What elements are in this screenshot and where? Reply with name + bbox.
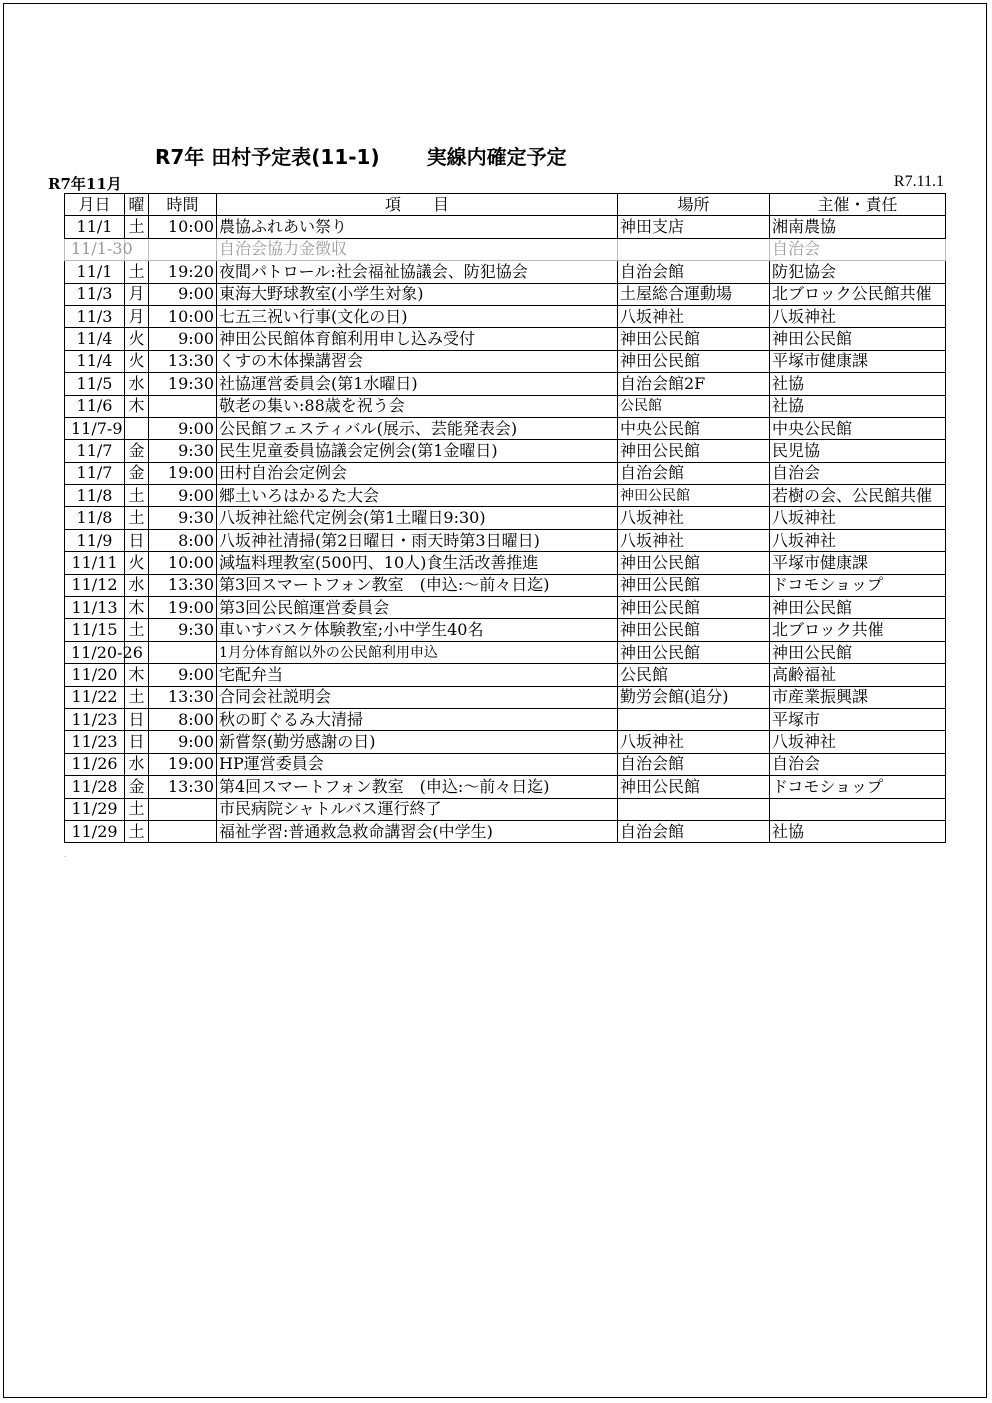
cell-item: 八坂神社清掃(第2日曜日・雨天時第3日曜日) — [217, 529, 618, 551]
cell-day-of-week: 土 — [125, 507, 149, 529]
cell-place — [618, 238, 770, 260]
cell-date: 11/4 — [65, 350, 125, 372]
cell-organizer: 平塚市健康課 — [770, 350, 946, 372]
table-row — [65, 417, 946, 439]
table-row — [65, 529, 946, 551]
cell-place — [618, 798, 770, 820]
table-header-row — [65, 194, 946, 216]
cell-day-of-week: 木 — [125, 664, 149, 686]
cell-place: 公民館 — [618, 664, 770, 686]
cell-date: 11/20 — [65, 664, 125, 686]
cell-place: 公民館 — [618, 395, 770, 417]
cell-item: 1月分体育館以外の公民館利用申込 — [217, 641, 618, 663]
cell-time: 9:00 — [149, 664, 217, 686]
cell-time: 9:00 — [149, 328, 217, 350]
cell-time: 13:30 — [149, 686, 217, 708]
cell-day-of-week: 日 — [125, 529, 149, 551]
cell-date: 11/1 — [65, 216, 125, 238]
cell-place: 自治会館 — [618, 820, 770, 842]
cell-date: 11/4 — [65, 328, 125, 350]
cell-day-of-week: 木 — [125, 395, 149, 417]
cell-item: 田村自治会定例会 — [217, 462, 618, 484]
month-label: R7年11月 — [48, 175, 122, 193]
cell-day-of-week: 月 — [125, 305, 149, 327]
cell-organizer: ドコモショップ — [770, 776, 946, 798]
cell-organizer: 高齢福祉 — [770, 664, 946, 686]
cell-place: 八坂神社 — [618, 305, 770, 327]
cell-date: 11/12 — [65, 574, 125, 596]
cell-day-of-week: 木 — [125, 597, 149, 619]
cell-time: 9:00 — [149, 485, 217, 507]
cell-organizer: 社協 — [770, 820, 946, 842]
header-date: 月日 — [65, 194, 125, 216]
cell-day-of-week: 土 — [125, 820, 149, 842]
table-row — [65, 686, 946, 708]
cell-day-of-week: 土 — [125, 261, 149, 283]
cell-item: HP運営委員会 — [217, 753, 618, 775]
cell-day-of-week: 土 — [125, 485, 149, 507]
cell-day-of-week: 火 — [125, 552, 149, 574]
cell-time — [149, 820, 217, 842]
cell-item: 第3回公民館運営委員会 — [217, 597, 618, 619]
cell-time: 9:00 — [149, 731, 217, 753]
cell-day-of-week: 火 — [125, 328, 149, 350]
cell-date: 11/7 — [65, 462, 125, 484]
cell-day-of-week: 日 — [125, 708, 149, 730]
cell-item: 七五三祝い行事(文化の日) — [217, 305, 618, 327]
cell-item: 郷土いろはかるた大会 — [217, 485, 618, 507]
document-title: R7年 田村予定表(11-1) 実線内確定予定 — [155, 145, 567, 169]
cell-organizer: 北ブロック共催 — [770, 619, 946, 641]
table-row — [65, 238, 946, 260]
cell-item: 新嘗祭(勤労感謝の日) — [217, 731, 618, 753]
cell-time — [149, 798, 217, 820]
table-row — [65, 350, 946, 372]
cell-date: 11/9 — [65, 529, 125, 551]
cell-day-of-week: 水 — [125, 574, 149, 596]
cell-place: 神田公民館 — [618, 776, 770, 798]
header-place: 場所 — [618, 194, 770, 216]
cell-place: 自治会館2F — [618, 373, 770, 395]
cell-organizer: 平塚市 — [770, 708, 946, 730]
cell-organizer: 八坂神社 — [770, 305, 946, 327]
cell-date: 11/1-30 — [65, 238, 125, 260]
cell-place: 八坂神社 — [618, 529, 770, 551]
cell-place: 神田公民館 — [618, 619, 770, 641]
table-row — [65, 373, 946, 395]
cell-place: 神田支店 — [618, 216, 770, 238]
cell-place: 神田公民館 — [618, 350, 770, 372]
cell-date: 11/8 — [65, 485, 125, 507]
cell-place: 神田公民館 — [618, 574, 770, 596]
stray-mark: . — [64, 852, 66, 859]
cell-date: 11/13 — [65, 597, 125, 619]
cell-time: 9:00 — [149, 417, 217, 439]
cell-time: 9:30 — [149, 619, 217, 641]
cell-organizer: ドコモショップ — [770, 574, 946, 596]
cell-organizer: 社協 — [770, 373, 946, 395]
cell-date: 11/23 — [65, 708, 125, 730]
cell-date: 11/11 — [65, 552, 125, 574]
cell-time — [149, 395, 217, 417]
cell-organizer: 神田公民館 — [770, 641, 946, 663]
table-row — [65, 597, 946, 619]
cell-time — [149, 238, 217, 260]
table-row — [65, 462, 946, 484]
header-dow: 曜 — [125, 194, 149, 216]
cell-time — [149, 641, 217, 663]
cell-organizer: 八坂神社 — [770, 529, 946, 551]
cell-item: 公民館フェスティバル(展示、芸能発表会) — [217, 417, 618, 439]
cell-date: 11/7-9 — [65, 417, 125, 439]
table-row — [65, 283, 946, 305]
cell-organizer: 神田公民館 — [770, 597, 946, 619]
cell-item: 合同会社説明会 — [217, 686, 618, 708]
cell-item: 減塩料理教室(500円、10人)食生活改善推進 — [217, 552, 618, 574]
cell-day-of-week — [125, 417, 149, 439]
cell-place: 神田公民館 — [618, 597, 770, 619]
cell-day-of-week: 日 — [125, 731, 149, 753]
cell-date: 11/7 — [65, 440, 125, 462]
cell-item: 宅配弁当 — [217, 664, 618, 686]
cell-day-of-week: 水 — [125, 373, 149, 395]
cell-day-of-week: 水 — [125, 753, 149, 775]
cell-time: 8:00 — [149, 708, 217, 730]
cell-organizer: 自治会 — [770, 462, 946, 484]
cell-organizer: 若樹の会、公民館共催 — [770, 485, 946, 507]
cell-day-of-week: 月 — [125, 283, 149, 305]
cell-date: 11/15 — [65, 619, 125, 641]
cell-item: 東海大野球教室(小学生対象) — [217, 283, 618, 305]
table-row — [65, 820, 946, 842]
cell-time: 19:30 — [149, 373, 217, 395]
cell-time: 8:00 — [149, 529, 217, 551]
cell-date: 11/26 — [65, 753, 125, 775]
cell-item: 自治会協力金徴収 — [217, 238, 618, 260]
cell-time: 10:00 — [149, 216, 217, 238]
cell-time: 13:30 — [149, 350, 217, 372]
cell-time: 19:00 — [149, 462, 217, 484]
cell-time: 19:00 — [149, 597, 217, 619]
cell-day-of-week: 火 — [125, 350, 149, 372]
cell-item: 神田公民館体育館利用申し込み受付 — [217, 328, 618, 350]
cell-date: 11/3 — [65, 283, 125, 305]
cell-day-of-week: 金 — [125, 440, 149, 462]
schedule-table — [64, 193, 946, 843]
cell-date: 11/3 — [65, 305, 125, 327]
cell-date: 11/5 — [65, 373, 125, 395]
cell-organizer: 社協 — [770, 395, 946, 417]
cell-place: 神田公民館 — [618, 440, 770, 462]
cell-time: 19:00 — [149, 753, 217, 775]
table-row — [65, 261, 946, 283]
cell-item: 社協運営委員会(第1水曜日) — [217, 373, 618, 395]
cell-organizer: 神田公民館 — [770, 328, 946, 350]
cell-item: 八坂神社総代定例会(第1土曜日9:30) — [217, 507, 618, 529]
cell-time: 9:00 — [149, 283, 217, 305]
table-row — [65, 798, 946, 820]
cell-place: 土屋総合運動場 — [618, 283, 770, 305]
cell-date: 11/29 — [65, 820, 125, 842]
cell-organizer: 八坂神社 — [770, 731, 946, 753]
table-row — [65, 776, 946, 798]
cell-place: 自治会館 — [618, 261, 770, 283]
cell-time: 10:00 — [149, 552, 217, 574]
cell-date: 11/23 — [65, 731, 125, 753]
cell-place: 八坂神社 — [618, 731, 770, 753]
table-row — [65, 641, 946, 663]
cell-place: 中央公民館 — [618, 417, 770, 439]
header-item: 項 目 — [217, 194, 618, 216]
table-row — [65, 619, 946, 641]
cell-item: 第3回スマートフォン教室 (申込:～前々日迄) — [217, 574, 618, 596]
header-time: 時間 — [149, 194, 217, 216]
cell-date: 11/20-26 — [65, 641, 125, 663]
cell-day-of-week: 土 — [125, 619, 149, 641]
cell-organizer: 自治会 — [770, 238, 946, 260]
cell-item: 市民病院シャトルバス運行終了 — [217, 798, 618, 820]
cell-organizer: 八坂神社 — [770, 507, 946, 529]
cell-place: 八坂神社 — [618, 507, 770, 529]
table-row — [65, 440, 946, 462]
cell-organizer: 市産業振興課 — [770, 686, 946, 708]
cell-day-of-week: 土 — [125, 798, 149, 820]
table-row — [65, 395, 946, 417]
table-row — [65, 328, 946, 350]
cell-date: 11/29 — [65, 798, 125, 820]
table-row — [65, 507, 946, 529]
cell-organizer: 湘南農協 — [770, 216, 946, 238]
table-row — [65, 216, 946, 238]
cell-time: 19:20 — [149, 261, 217, 283]
cell-organizer: 民児協 — [770, 440, 946, 462]
cell-item: 敬老の集い:88歳を祝う会 — [217, 395, 618, 417]
cell-item: 第4回スマートフォン教室 (申込:～前々日迄) — [217, 776, 618, 798]
cell-organizer: 自治会 — [770, 753, 946, 775]
table-row — [65, 574, 946, 596]
cell-place: 勤労会館(追分) — [618, 686, 770, 708]
issue-date: R7.11.1 — [893, 173, 944, 190]
cell-organizer: 北ブロック公民館共催 — [770, 283, 946, 305]
table-row — [65, 664, 946, 686]
cell-organizer — [770, 798, 946, 820]
cell-time: 13:30 — [149, 574, 217, 596]
cell-time: 9:30 — [149, 440, 217, 462]
cell-day-of-week: 土 — [125, 216, 149, 238]
cell-place: 自治会館 — [618, 753, 770, 775]
cell-item: 夜間パトロール:社会福祉協議会、防犯協会 — [217, 261, 618, 283]
cell-day-of-week: 金 — [125, 462, 149, 484]
table-row — [65, 753, 946, 775]
cell-day-of-week: 土 — [125, 686, 149, 708]
cell-item: 民生児童委員協議会定例会(第1金曜日) — [217, 440, 618, 462]
cell-place: 自治会館 — [618, 462, 770, 484]
cell-item: 農協ふれあい祭り — [217, 216, 618, 238]
cell-day-of-week: 金 — [125, 776, 149, 798]
cell-date: 11/8 — [65, 507, 125, 529]
cell-date: 11/6 — [65, 395, 125, 417]
cell-time: 10:00 — [149, 305, 217, 327]
schedule-body — [65, 216, 946, 843]
header-org: 主催・責任 — [770, 194, 946, 216]
table-row — [65, 485, 946, 507]
cell-organizer: 平塚市健康課 — [770, 552, 946, 574]
cell-organizer: 防犯協会 — [770, 261, 946, 283]
cell-time: 9:30 — [149, 507, 217, 529]
table-row — [65, 305, 946, 327]
cell-item: 福祉学習:普通救急救命講習会(中学生) — [217, 820, 618, 842]
table-row — [65, 552, 946, 574]
table-row — [65, 731, 946, 753]
cell-place: 神田公民館 — [618, 641, 770, 663]
cell-organizer: 中央公民館 — [770, 417, 946, 439]
cell-date: 11/22 — [65, 686, 125, 708]
cell-item: 秋の町ぐるみ大清掃 — [217, 708, 618, 730]
cell-date: 11/1 — [65, 261, 125, 283]
cell-place: 神田公民館 — [618, 552, 770, 574]
cell-item: 車いすバスケ体験教室;小中学生40名 — [217, 619, 618, 641]
cell-date: 11/28 — [65, 776, 125, 798]
cell-time: 13:30 — [149, 776, 217, 798]
cell-place: 神田公民館 — [618, 485, 770, 507]
cell-place — [618, 708, 770, 730]
cell-place: 神田公民館 — [618, 328, 770, 350]
table-row — [65, 708, 946, 730]
cell-item: くすの木体操講習会 — [217, 350, 618, 372]
